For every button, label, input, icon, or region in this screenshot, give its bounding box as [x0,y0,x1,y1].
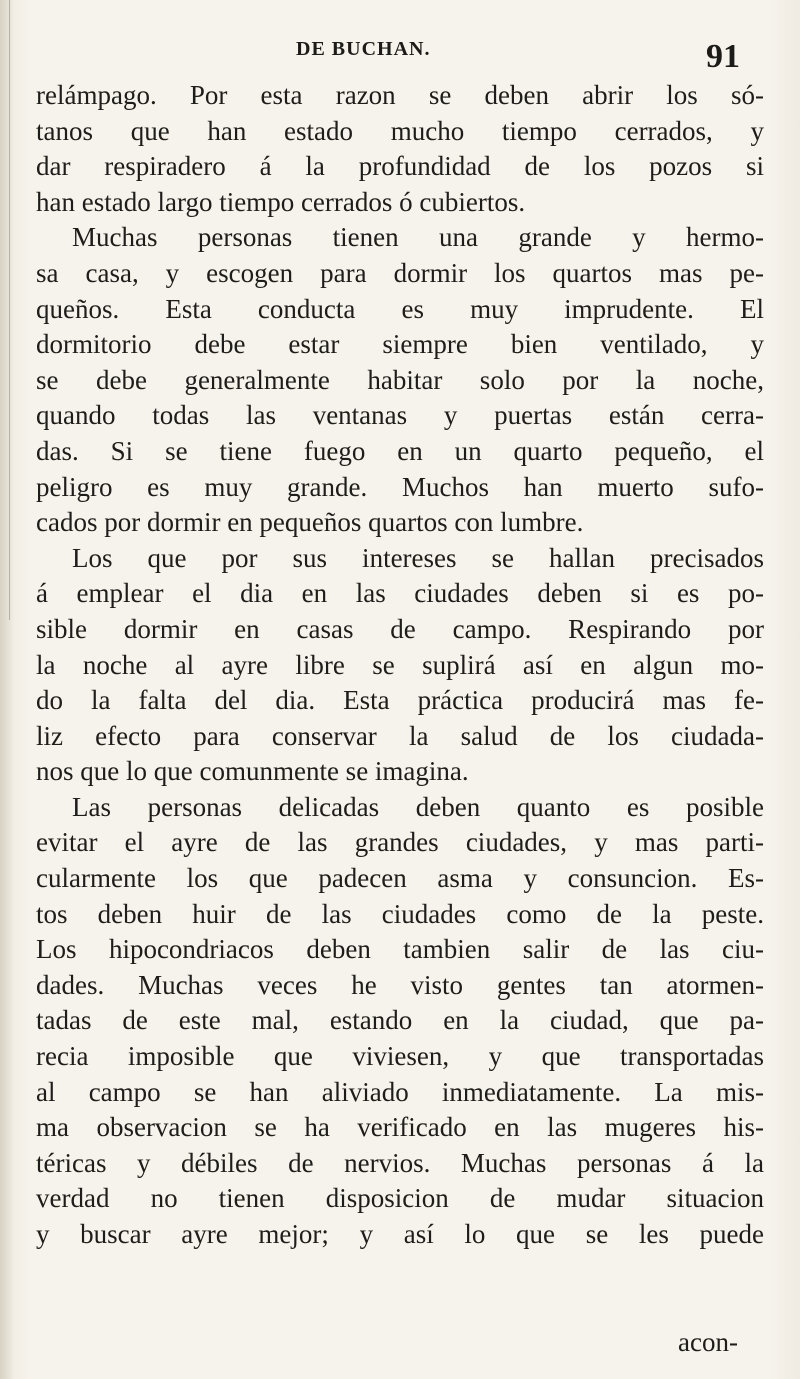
text-line: se debe generalmente habitar solo por la noche, [36,364,764,395]
text-line: dar respiradero á la profundidad de los pozos si [36,151,764,182]
body-text [36,78,764,1253]
text-line: sa casa, y escogen para dormir los quartos mas pe- [36,257,764,288]
text-line: dormitorio debe estar siempre bien ventilado, y [36,329,764,360]
text-line: recia imposible que viviesen, y que transportadas [36,1041,764,1072]
text-line: ma observacion se ha verificado en las mugeres his- [36,1112,764,1143]
text-line: Muchas personas tienen una grande y hermo- [72,222,764,253]
text-line: cularmente los que padecen asma y consuncion. Es- [36,863,764,894]
page-fold-line [9,0,10,620]
text-line: Las personas delicadas deben quanto es posible [72,791,764,822]
text-line: peligro es muy grande. Muchos han muerto sufo- [36,471,764,502]
text-line: téricas y débiles de nervios. Muchas personas á la [36,1147,764,1178]
text-line: tanos que han estado mucho tiempo cerrados, y [36,115,764,146]
text-line: han estado largo tiempo cerrados ó cubiertos. [36,186,526,217]
text-line: das. Si se tiene fuego en un quarto pequeño, el [36,435,764,466]
text-line: relámpago. Por esta razon se deben abrir los só- [36,80,764,110]
text-line: Los hipocondriacos deben tambien salir de las ciu- [36,934,764,965]
text-line: queños. Esta conducta es muy imprudente. El [36,293,764,324]
text-line: Los que por sus intereses se hallan precisados [72,542,764,573]
text-line: tadas de este mal, estando en la ciudad, que pa- [36,1005,764,1036]
text-line: á emplear el dia en las ciudades deben si es po- [36,578,764,609]
text-line: y buscar ayre mejor; y así lo que se les puede [36,1219,764,1249]
page-header [0,34,800,84]
text-line: tos deben huir de las ciudades como de la peste. [36,898,764,929]
text-line: dades. Muchas veces he visto gentes tan atormen- [36,969,764,1000]
text-line: nos que lo que comunmente se imagina. [36,756,469,787]
text-line: la noche al ayre libre se suplirá así en algun mo- [36,649,764,680]
text-line: quando todas las ventanas y puertas están cerra- [36,400,764,431]
text-line: al campo se han aliviado inmediatamente. La mis- [36,1076,764,1107]
text-line: cados por dormir en pequeños quartos con lumbre. [36,507,584,538]
text-line: sible dormir en casas de campo. Respirando por [36,613,764,644]
page-number: 91 [706,38,740,75]
text-line: verdad no tienen disposicion de mudar situacion [36,1183,764,1214]
binding-shadow [0,0,14,1379]
text-line: evitar el ayre de las grandes ciudades, y mas parti- [36,827,764,858]
text-line: liz efecto para conservar la salud de los ciudada- [36,720,764,751]
running-head: DE BUCHAN. [296,38,431,60]
text-line: do la falta del dia. Esta práctica producirá mas fe- [36,685,764,716]
catchword: acon- [678,1327,738,1357]
